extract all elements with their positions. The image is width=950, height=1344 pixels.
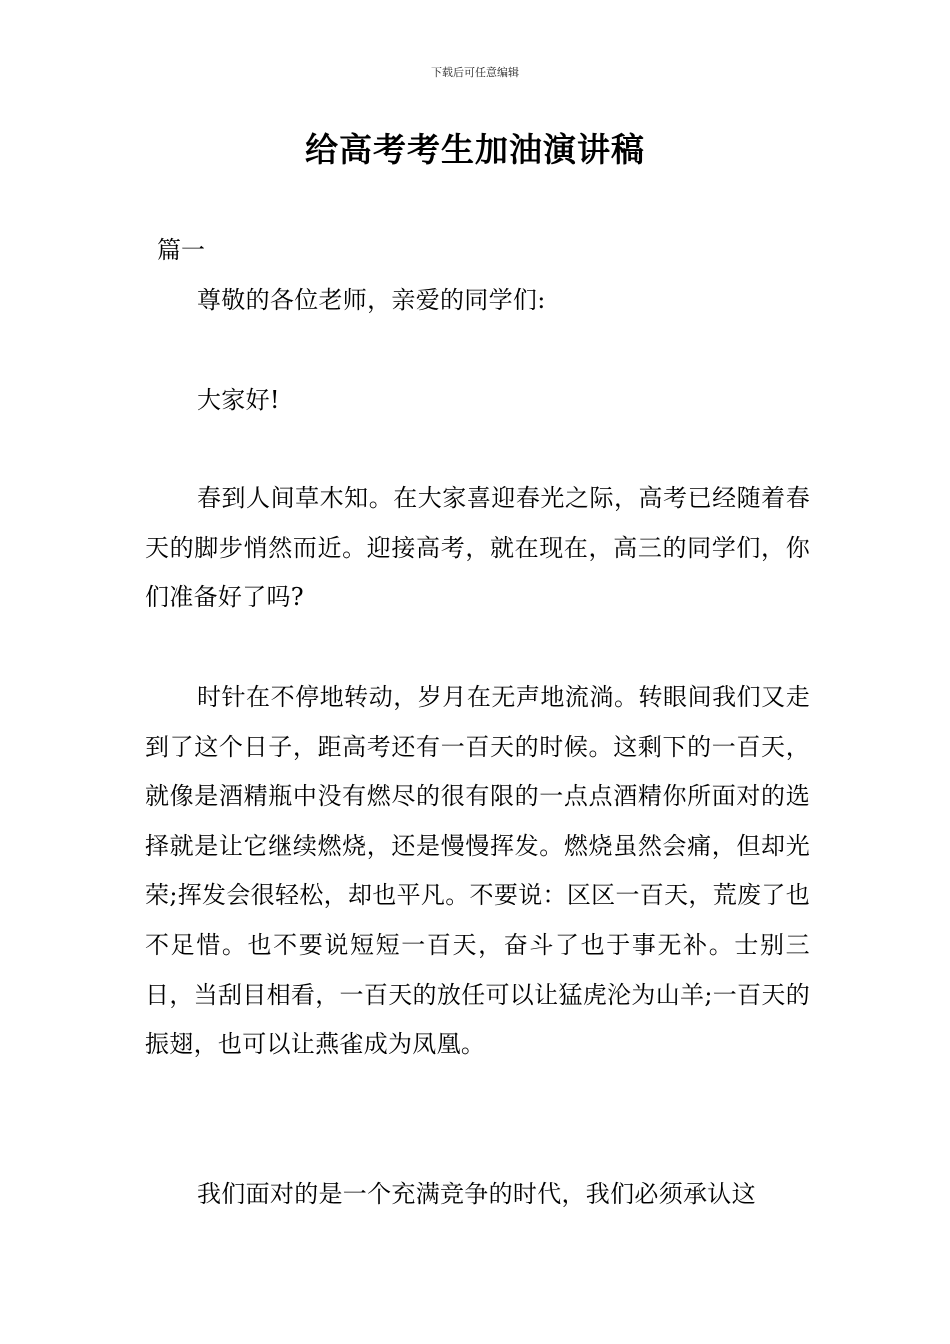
paragraph-text: 尊敬的各位老师，亲爱的同学们: (197, 286, 546, 314)
paragraph-clock (145, 673, 810, 1070)
paragraph-hello (145, 376, 810, 426)
paragraph-era (145, 1170, 810, 1220)
section-label: 篇一 (157, 236, 205, 264)
paragraph-greeting (145, 276, 810, 326)
paragraph-text: 大家好! (197, 386, 280, 414)
page-title: 给高考考生加油演讲稿 (305, 130, 645, 169)
paragraph-spring (145, 474, 810, 623)
paragraph-text: 春到人间草木知。在大家喜迎春光之际，高考已经随着春天的脚步悄然而近。迎接高考，就在现在，高三的同学们，你们准备好了吗? (145, 484, 810, 612)
paragraph-text: 我们面对的是一个充满竞争的时代，我们必须承认这 (197, 1180, 756, 1208)
header-note: 下载后可任意编辑 (431, 66, 519, 79)
paragraph-text: 时针在不停地转动，岁月在无声地流淌。转眼间我们又走到了这个日子，距高考还有一百天的时候。这剩下的一百天，就像是酒精瓶中没有燃尽的很有限的一点点酒精你所面对的选择就是让它继续燃烧，还是慢慢挥发。燃烧虽然会痛，但却光荣;挥发会很轻松，却也平凡。不要说：区区一百天，荒废了也不足惜。也不要说短短一百天，奋斗了也于事无补。士别三日，当刮目相看，一百天的放任可以让猛虎沦为山羊;一百天的振翅，也可以让燕雀成为凤凰。 (145, 683, 810, 1059)
